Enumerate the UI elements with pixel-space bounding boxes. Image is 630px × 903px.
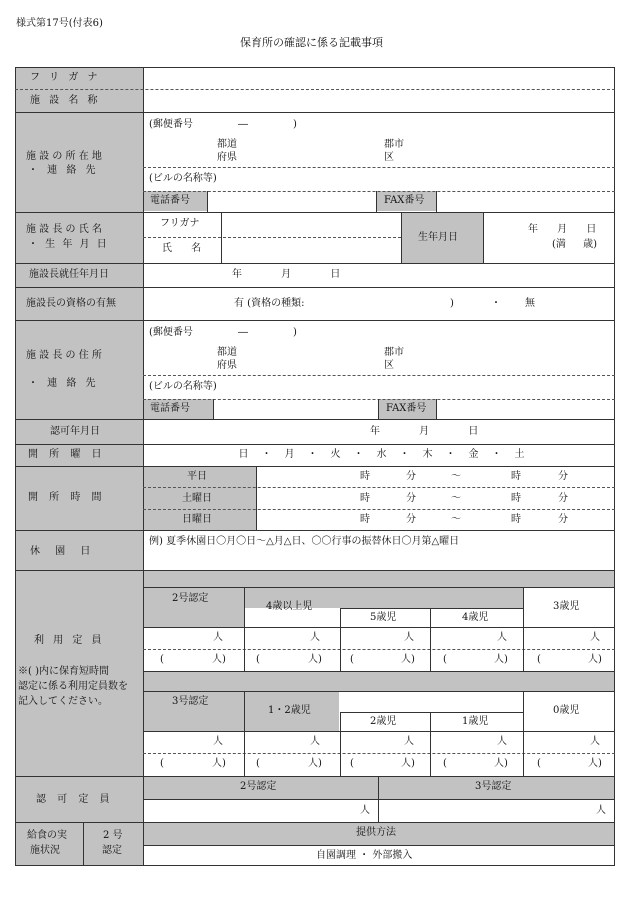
fax-label: FAX番号 (384, 195, 425, 206)
cap-age3: 3歳児 (553, 601, 580, 612)
home-prefecture-2: 府県 (217, 360, 237, 371)
home-city-2: 区 (384, 360, 394, 371)
hours-fun: 分 (558, 493, 568, 504)
birth-label: 生年月日 (418, 232, 458, 243)
label-director-1: 施 設 長 の 氏 名 (26, 224, 102, 235)
cap-age2: 2歳児 (370, 716, 397, 727)
director-name: 氏 名 (162, 243, 210, 254)
hours-ji: 時 (511, 514, 521, 525)
label-open-hours: 開 所 時 間 (28, 492, 106, 503)
cap-person: 人 (213, 632, 223, 643)
hours-ji: 時 (511, 493, 521, 504)
cap-paren-open: ( (160, 654, 164, 665)
cap-age4: 4歳児 (462, 612, 489, 623)
weekday: 火 (330, 449, 341, 460)
cap-person: 人 (497, 736, 507, 747)
hours-ji: 時 (360, 514, 370, 525)
home-postal-dash: ― (238, 327, 248, 338)
cap-age0: 0歳児 (553, 705, 580, 716)
hours-row-label: 日曜日 (182, 514, 212, 525)
label-cert2-2: 認定 (102, 845, 122, 856)
approved-cert3: 3号認定 (475, 781, 512, 792)
cap-paren-close: 人) (588, 654, 602, 665)
postal-close: ) (293, 119, 297, 130)
home-building-label: (ビルの名称等) (149, 381, 217, 392)
prefecture-1: 都道 (217, 139, 237, 150)
weekday-sep: ・ (491, 449, 502, 460)
cap-person: 人 (404, 736, 414, 747)
qualification-dot: ・ (491, 298, 501, 309)
cap-paren-close: 人) (401, 758, 415, 769)
hours-tilde: ～ (451, 514, 461, 525)
cap-paren-open: ( (256, 758, 260, 769)
prefecture-2: 府県 (217, 152, 237, 163)
label-meal-1: 給食の実 (27, 830, 67, 841)
weekday-sep: ・ (353, 449, 364, 460)
label-qualification: 施設長の資格の有無 (26, 298, 116, 309)
form-number: 様式第17号(付表6) (16, 18, 103, 29)
page-title: 保育所の確認に係る記載事項 (240, 36, 383, 49)
weekday-list (232, 450, 531, 460)
label-holidays: 休 園 日 (30, 546, 97, 557)
cap-paren-close: 人) (212, 758, 226, 769)
phone-label: 電話番号 (150, 195, 190, 206)
label-cert2-1: 2 号 (103, 830, 123, 841)
cap-cert2: 2号認定 (172, 593, 209, 604)
qualification-value: 有 (資格の種類: (234, 298, 305, 309)
approved-person-3: 人 (596, 805, 606, 816)
approval-ymd: 年 月 日 (370, 426, 479, 437)
cap-person: 人 (213, 736, 223, 747)
cap-age12: 1・2歳児 (268, 705, 311, 716)
cap-person: 人 (590, 632, 600, 643)
holiday-example: 例) 夏季休園日〇月〇日～△月△日、〇〇行事の振替休日〇月第△曜日 (149, 536, 460, 547)
weekday: 日 (238, 449, 249, 460)
home-postal-close: ) (293, 327, 297, 338)
cap-paren-close: 人) (494, 758, 508, 769)
label-open-days: 開 所 曜 日 (28, 449, 106, 460)
capacity-note-3: 記入してください。 (18, 696, 108, 707)
approved-cert2: 2号認定 (240, 781, 277, 792)
label-appointed: 施設長就任年月日 (29, 269, 109, 280)
qualification-close: ) (450, 298, 454, 309)
cap-person: 人 (404, 632, 414, 643)
capacity-note-1: ※( )内に保育短時間 (18, 666, 109, 677)
appointed-ymd: 年 月 日 (232, 269, 341, 280)
hours-ji: 時 (360, 471, 370, 482)
weekday-sep: ・ (399, 449, 410, 460)
weekday: 水 (376, 449, 387, 460)
cap-paren-close: 人) (588, 758, 602, 769)
label-address-1: 施 設 の 所 在 地 (26, 151, 102, 162)
label-furigana: フ リ ガ ナ (30, 72, 101, 83)
weekday: 金 (468, 449, 479, 460)
home-fax-label: FAX番号 (386, 403, 427, 414)
approved-person-2: 人 (360, 805, 370, 816)
meal-method-label: 提供方法 (356, 827, 396, 838)
cap-paren-open: ( (537, 758, 541, 769)
home-phone-label: 電話番号 (150, 403, 190, 414)
cap-paren-close: 人) (494, 654, 508, 665)
label-meal-2: 施状況 (30, 845, 60, 856)
postal-label: (郵便番号 (149, 119, 193, 130)
label-director-2: ・ 生 年 月 日 (28, 239, 109, 250)
cap-paren-open: ( (256, 654, 260, 665)
building-label: (ビルの名称等) (149, 173, 217, 184)
label-approval-date: 認可年月日 (50, 426, 100, 437)
label-approved-capacity: 認 可 定 員 (36, 794, 114, 805)
hours-fun: 分 (558, 471, 568, 482)
cap-age1: 1歳児 (462, 716, 489, 727)
hours-fun: 分 (406, 471, 416, 482)
cap-paren-open: ( (160, 758, 164, 769)
birth-ymd: 年 月 日 (528, 224, 597, 235)
qualification-none: 無 (525, 298, 535, 309)
hours-tilde: ～ (451, 493, 461, 504)
label-facility-name: 施 設 名 称 (30, 95, 101, 106)
director-furigana: フリガナ (160, 218, 200, 229)
cap-person: 人 (310, 736, 320, 747)
hours-fun: 分 (558, 514, 568, 525)
cap-paren-open: ( (443, 758, 447, 769)
weekday: 木 (422, 449, 433, 460)
hours-row-label: 土曜日 (182, 493, 212, 504)
meal-method-value: 自園調理 ・ 外部搬入 (316, 850, 413, 861)
weekday: 月 (284, 449, 295, 460)
cap-paren-open: ( (350, 654, 354, 665)
cap-age5: 5歳児 (370, 612, 397, 623)
cap-age4up: 4歳以上児 (266, 601, 313, 612)
cap-paren-close: 人) (308, 654, 322, 665)
cap-paren-open: ( (443, 654, 447, 665)
capacity-note-2: 認定に係る利用定員数を (18, 681, 128, 692)
postal-dash: ― (238, 119, 248, 130)
hours-fun: 分 (406, 493, 416, 504)
label-home-1: 施 設 長 の 住 所 (26, 350, 102, 361)
weekday-sep: ・ (307, 449, 318, 460)
home-postal-label: (郵便番号 (149, 327, 193, 338)
hours-tilde: ～ (451, 471, 461, 482)
birth-age: (満 歳) (552, 239, 597, 250)
cap-person: 人 (590, 736, 600, 747)
hours-row-label: 平日 (187, 471, 207, 482)
weekday: 土 (514, 449, 525, 460)
cap-paren-close: 人) (212, 654, 226, 665)
home-city-1: 郡市 (384, 347, 404, 358)
home-prefecture-1: 都道 (217, 347, 237, 358)
city-2: 区 (384, 152, 394, 163)
cap-person: 人 (497, 632, 507, 643)
cap-paren-open: ( (350, 758, 354, 769)
cap-person: 人 (310, 632, 320, 643)
hours-ji: 時 (360, 493, 370, 504)
cap-paren-close: 人) (401, 654, 415, 665)
weekday-sep: ・ (261, 449, 272, 460)
label-home-2: ・ 連 絡 先 (28, 378, 99, 389)
weekday-sep: ・ (445, 449, 456, 460)
cap-cert3: 3号認定 (172, 696, 209, 707)
city-1: 郡市 (384, 139, 404, 150)
cap-paren-open: ( (537, 654, 541, 665)
hours-ji: 時 (511, 471, 521, 482)
hours-fun: 分 (406, 514, 416, 525)
cap-paren-close: 人) (308, 758, 322, 769)
label-address-2: ・ 連 絡 先 (28, 165, 99, 176)
label-capacity: 利 用 定 員 (34, 635, 105, 646)
